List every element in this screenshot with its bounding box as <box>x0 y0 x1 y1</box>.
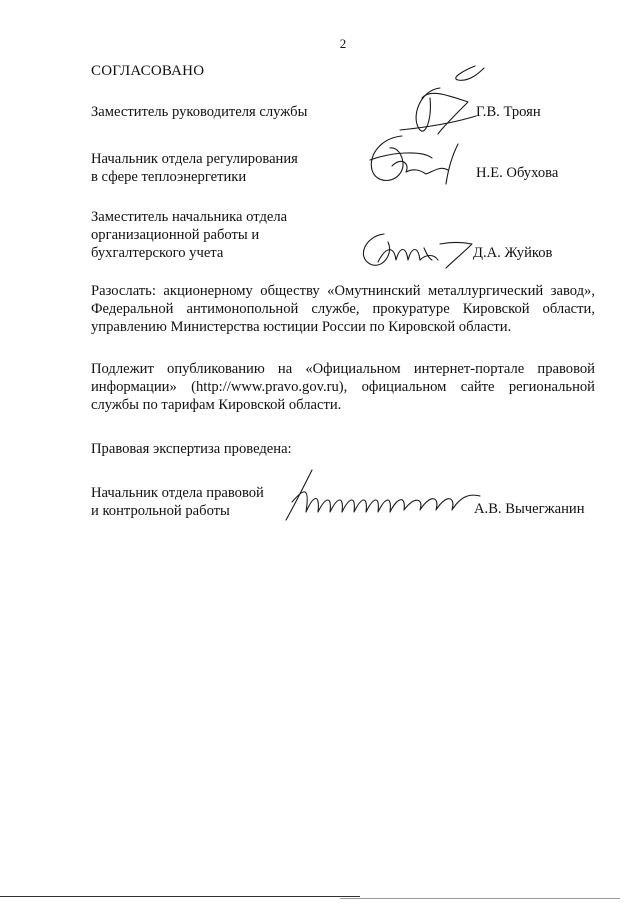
signatory-block <box>91 150 591 190</box>
signatory-position <box>91 208 351 262</box>
handwritten-signature <box>284 466 484 524</box>
paragraph-line: Разослать: акционерному обществу «Омутнинский металлургический завод», <box>91 283 595 299</box>
position-line: Начальник отдела регулирования <box>91 151 298 167</box>
position-line: Начальник отдела правовой <box>91 485 264 501</box>
paragraph-line: информации» (http://www.pravo.gov.ru), официальном сайте региональной <box>91 379 595 395</box>
footer-rule <box>0 896 360 897</box>
signatory-name: Н.Е. Обухова <box>476 165 559 181</box>
page-number: 2 <box>339 36 347 51</box>
signatory-block <box>91 103 591 123</box>
distribution-paragraph <box>91 282 595 336</box>
legal-review-statement: Правовая экспертиза проведена: <box>91 441 292 457</box>
signatory-position <box>91 103 351 121</box>
handwritten-signature <box>362 130 472 190</box>
publication-paragraph <box>91 360 595 414</box>
position-line: бухгалтерского учета <box>91 245 224 261</box>
footer-rule <box>340 898 620 899</box>
position-line: организационной работы и <box>91 227 260 243</box>
position-line: Заместитель начальника отдела <box>91 209 288 225</box>
position-line: в сфере теплоэнергетики <box>91 169 247 185</box>
approval-heading: СОГЛАСОВАНО <box>91 63 205 79</box>
position-line: и контрольной работы <box>91 503 230 519</box>
paragraph-line: Подлежит опубликованию на «Официальном интернет-портале правовой <box>91 361 595 377</box>
paragraph-line: Федеральной антимонопольной службе, прокуратуре Кировской области, <box>91 301 595 317</box>
signatory-position <box>91 150 351 186</box>
paragraph-line: службы по тарифам Кировской области. <box>91 397 342 413</box>
handwritten-signature <box>380 58 490 138</box>
handwritten-signature <box>354 224 478 274</box>
signatory-name: Д.А. Жуйков <box>473 245 553 261</box>
signatory-block <box>91 208 591 268</box>
signatory-name: Г.В. Троян <box>476 104 541 120</box>
position-line: Заместитель руководителя службы <box>91 104 308 120</box>
paragraph-line: управлению Министерства юстиции России по Кировской области. <box>91 319 512 335</box>
signatory-name: А.В. Вычегжанин <box>474 501 585 517</box>
